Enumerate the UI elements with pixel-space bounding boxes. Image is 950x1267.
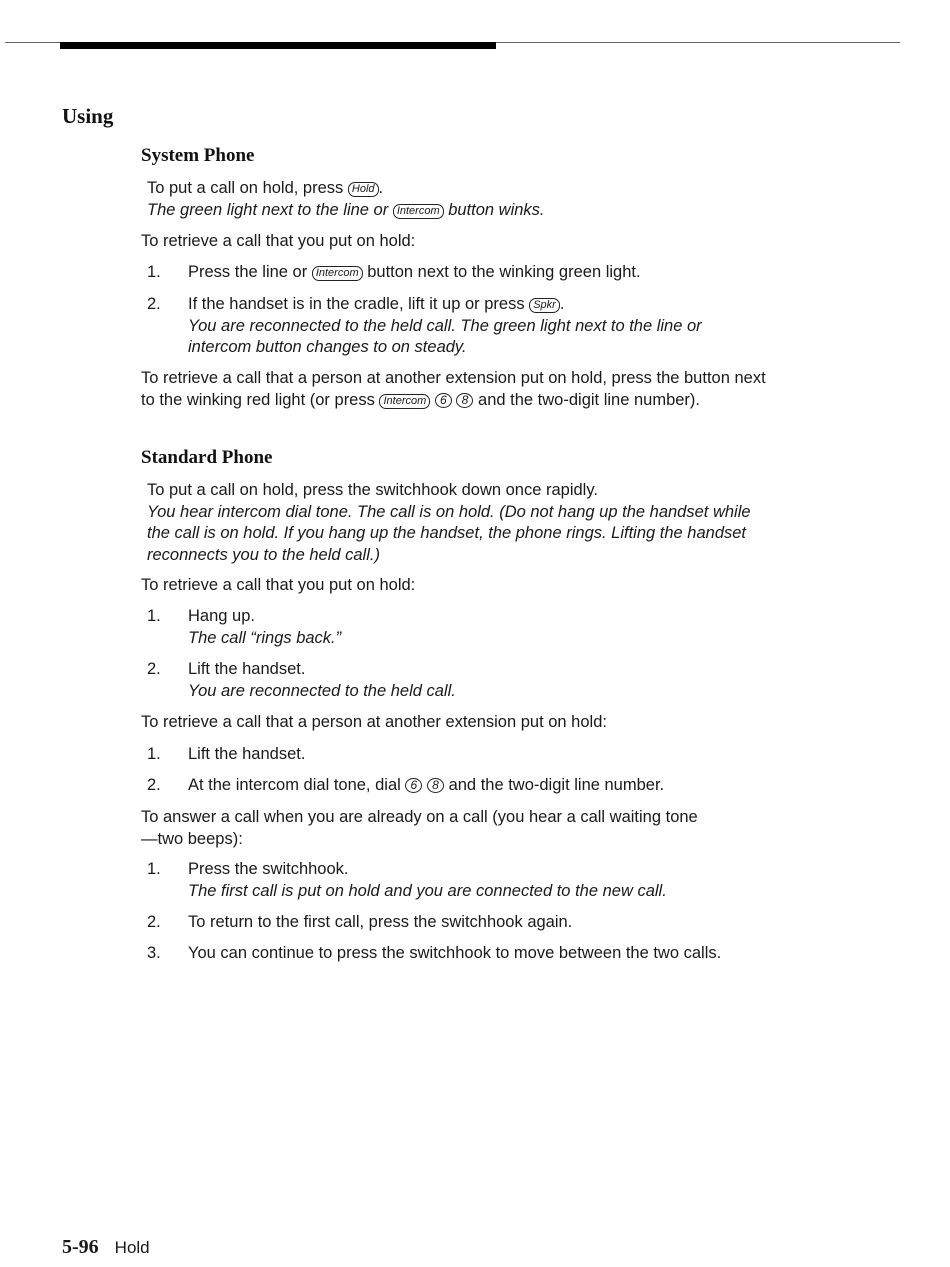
sys-retrieve-intro: To retrieve a call that you put on hold:	[141, 232, 416, 250]
digit-6-key: 6	[405, 778, 422, 793]
system-phone-heading: System Phone	[141, 145, 255, 166]
footer-label: Hold	[114, 1238, 150, 1257]
std-retrieve-step-1: 1. Hang up. The call “rings back.”	[147, 607, 342, 647]
std-other-intro: To retrieve a call that a person at another extension put on hold:	[141, 713, 607, 731]
sys-step-2: 2. If the handset is in the cradle, lift it up or press Spkr . You are reconnected to the held call. The green light next to the line or intercom button changes to on steady.	[147, 295, 702, 356]
intercom-key: Intercom	[312, 266, 363, 281]
std-retrieve-step-2: 2. Lift the handset. You are reconnected to the held call.	[147, 660, 456, 700]
intercom-key: Intercom	[393, 204, 444, 219]
sys-hold-paragraph: To put a call on hold, press Hold . The green light next to the line or Intercom button winks.	[147, 179, 545, 219]
std-other-step-1: 1. Lift the handset.	[147, 745, 306, 763]
page-footer	[62, 1236, 150, 1259]
intercom-key: Intercom	[379, 394, 430, 409]
digit-8-key: 8	[456, 393, 473, 408]
hold-key: Hold	[348, 182, 379, 197]
std-answer-step-2: 2. To return to the first call, press the switchhook again.	[147, 913, 573, 931]
standard-phone-heading: Standard Phone	[141, 447, 273, 468]
page-number: 5-96	[62, 1236, 99, 1258]
header-bar	[60, 42, 496, 49]
std-hold-paragraph: To put a call on hold, press the switchhook down once rapidly. You hear intercom dial tone. The call is on hold. (Do not hang up the handset while the call is on hold. If you hang up the handset, the phone rings. Lifting the handset reconnects you to the held call.)	[147, 481, 751, 564]
digit-8-key: 8	[427, 778, 444, 793]
std-retrieve-intro: To retrieve a call that you put on hold:	[141, 576, 416, 594]
std-answer-step-3: 3. You can continue to press the switchhook to move between the two calls.	[147, 944, 722, 962]
spkr-key: Spkr	[529, 298, 560, 313]
digit-6-key: 6	[435, 393, 452, 408]
std-answer-intro: To answer a call when you are already on a call (you hear a call waiting tone—two beeps):	[141, 808, 698, 848]
std-other-step-2: 2. At the intercom dial tone, dial 6 8 and the two-digit line number.	[147, 776, 665, 794]
sys-other-extension: To retrieve a call that a person at another extension put on hold, press the button next to the winking red light (or press Intercom 6 8 and the two-digit line number).	[141, 369, 766, 409]
section-title: Using	[62, 104, 114, 128]
sys-step-1: 1. Press the line or Intercom button next to the winking green light.	[147, 263, 641, 281]
std-answer-step-1: 1. Press the switchhook. The first call is put on hold and you are connected to the new call.	[147, 860, 667, 900]
